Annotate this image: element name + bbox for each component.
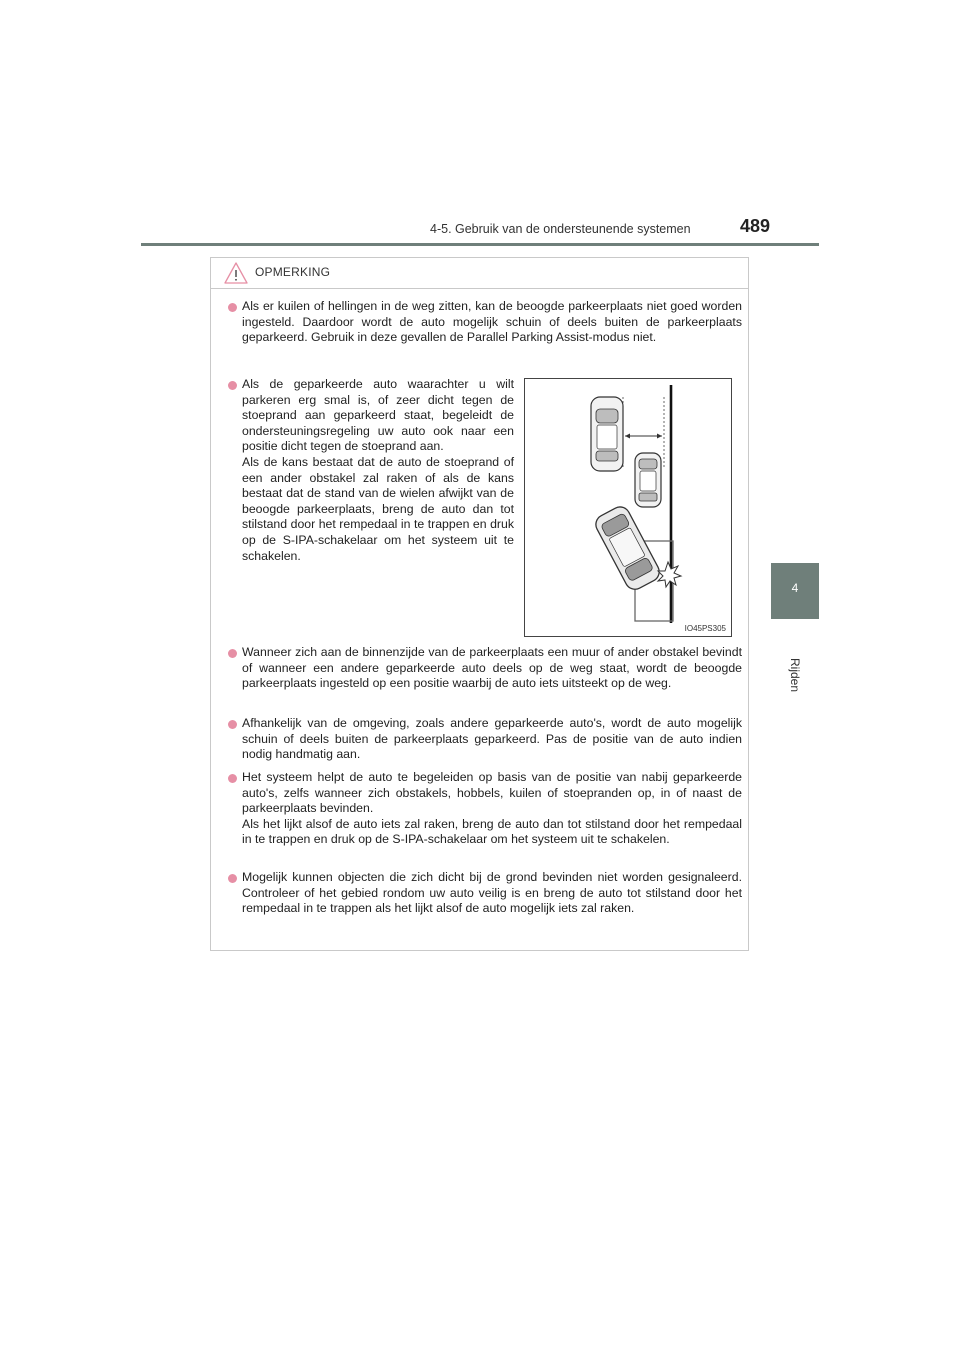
bullet-dot [228, 649, 237, 658]
bullet-dot [228, 381, 237, 390]
chapter-tab [771, 563, 819, 619]
bullet-dot [228, 720, 237, 729]
bullet-text: Het systeem helpt de auto te begeleiden op basis van de positie van nabij geparkeerde auto's, zelfs wanneer zich obstakels, hobbels, kuilen of stoepranden op, in of naast de parkeerplaats bevinden. [242, 770, 742, 816]
figure-code: IO45PS305 [684, 624, 726, 633]
parked-car-front [591, 397, 623, 471]
notice-header [211, 258, 748, 289]
parking-illustration [524, 378, 732, 637]
page-number: 489 [740, 216, 771, 236]
bullet-text: Als het lijkt alsof de auto iets zal raken, breng de auto dan tot stilstand door het rempedaal in te trappen en druk op de S-IPA-schakelaar om het systeem uit te schakelen. [242, 816, 742, 847]
notice-bullet-3 [242, 645, 742, 692]
notice-bullet-2 [242, 377, 514, 564]
notice-bullet-5 [242, 770, 742, 848]
reversing-car [592, 503, 662, 592]
warning-triangle-icon [223, 261, 249, 285]
notice-bullet-1 [242, 299, 742, 346]
notice-title: OPMERKING [255, 265, 331, 279]
bullet-text: Mogelijk kunnen objecten die zich dicht bij de grond bevinden niet worden gesignaleerd. Controleer of het gebied rondom uw auto veilig is en breng de auto tot stilstand door het rempedaal in te trappen als het lijkt alsof de auto mogelijk iets zal raken. [242, 870, 742, 916]
bullet-text: Als er kuilen of hellingen in de weg zitten, kan de beoogde parkeerplaats niet goed worden ingesteld. Daardoor wordt de auto mogelijk schuin of deels buiten de parkeerplaats geparkeerd. Gebruik in deze gevallen de Parallel Parking Assist-modus niet. [242, 299, 742, 345]
parking-diagram [525, 379, 733, 638]
parked-car-rear [635, 453, 661, 507]
chapter-number: 4 [791, 581, 799, 595]
header-divider [141, 243, 819, 246]
bullet-dot [228, 774, 237, 783]
bullet-dot [228, 874, 237, 883]
section-title: 4-5. Gebruik van de ondersteunende systemen [430, 222, 691, 236]
notice-bullet-4 [242, 716, 742, 763]
collision-burst-icon [658, 562, 681, 587]
bullet-text: Afhankelijk van de omgeving, zoals andere geparkeerde auto's, wordt de auto mogelijk schuin of deels buiten de parkeerplaats geparkeerd. Pas de positie van de auto indien nodig handmatig aan. [242, 716, 742, 762]
bullet-text: Als de geparkeerde auto waarachter u wilt parkeren erg smal is, of zeer dicht tegen de stoeprand aan geparkeerd staat, begeleidt de ondersteuningsregeling uw auto ook naar een positie dicht tegen de stoeprand aan. [242, 377, 514, 454]
bullet-text: Als de kans bestaat dat de auto de stoeprand of een ander obstakel zal raken of als de kans bestaat dat de stand van de wielen afwijkt van de beoogde parkeerplaats, breng de auto dan tot stilstand door het rempedaal in te trappen en druk op de S-IPA-schakelaar om het systeem uit te schakelen. [242, 454, 514, 563]
chapter-label [783, 645, 807, 705]
bullet-dot [228, 303, 237, 312]
chapter-label-text: Rijden [788, 657, 802, 693]
bullet-text: Wanneer zich aan de binnenzijde van de parkeerplaats een muur of ander obstakel bevindt of wanneer een andere geparkeerde auto deels op de weg staat, wordt de beoogde parkeerplaats ingesteld op een positie waarbij de auto iets uitsteekt op de weg. [242, 645, 742, 691]
notice-bullet-6 [242, 870, 742, 917]
